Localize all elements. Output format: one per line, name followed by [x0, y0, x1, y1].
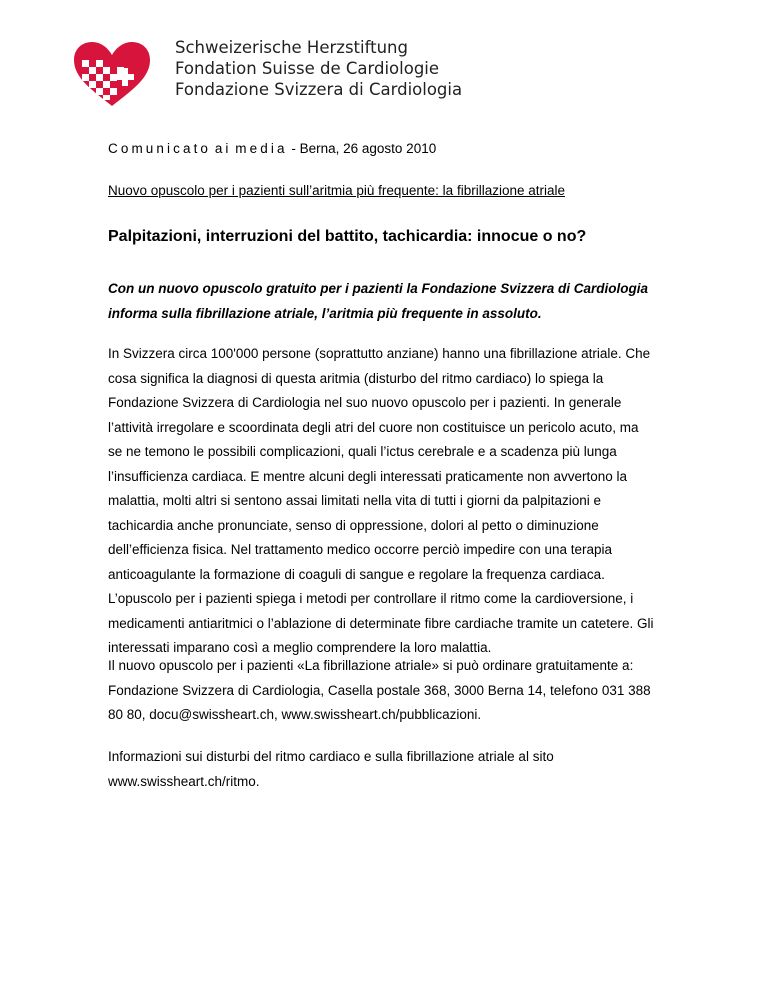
body-paragraph-3 [108, 745, 693, 794]
text-line: Il nuovo opuscolo per i pazienti «La fibrillazione atriale» si può ordinare gratuitamente a: [108, 658, 634, 673]
press-release-label-word: ai [214, 141, 232, 156]
text-line: l’insufficienza cardiaca. E mentre alcuni degli interessati praticamente non avvertono la [108, 468, 628, 484]
subject-line: Nuovo opuscolo per i pazienti sull’aritmia più frequente: la fibrillazione atriale [108, 183, 565, 198]
text-line: interessati imparano così a meglio comprendere la loro malattia. [108, 640, 492, 655]
press-release-dateline [108, 141, 436, 156]
text-line: L’opuscolo per i pazienti spiega i metodi per controllare il ritmo come la cardioversione, i [108, 591, 634, 606]
place-date: Berna, 26 agosto 2010 [299, 141, 437, 156]
text-line: anticoagulante la formazione di coaguli di sangue e regolare la frequenza cardiaca. [108, 566, 605, 582]
press-release-label-word: Comunicato [108, 141, 212, 156]
text-line: cosa significa la diagnosi di questa aritmia (disturbo del ritmo cardiaco) lo spiega la [108, 370, 604, 386]
text-line: l’attività irregolare e scoordinata degli atri del cuore non costituisce un pericolo acuto, ma [108, 419, 639, 435]
text-line: se ne temono le possibili complicazioni, quali l’ictus cerebrale e a scadenza più lunga [108, 444, 617, 459]
text-line: dell’efficienza fisica. Nel trattamento medico occorre perciò impedire con una terapia [108, 542, 613, 557]
lead-line: informa sulla fibrillazione atriale, l’aritmia più frequente in assoluto. [108, 305, 542, 321]
text-line: malattia, molti altri si sentono assai limitati nella vita di tutti i giorni da palpitazioni e [108, 493, 601, 508]
body-paragraph-1 [108, 342, 693, 661]
lead-line: Con un nuovo opuscolo gratuito per i pazienti la Fondazione Svizzera di Cardiologia [108, 281, 649, 296]
organization-names [175, 37, 462, 100]
text-line: tachicardia anche pronunciate, senso di oppressione, dolori al petto o diminuzione [108, 517, 599, 533]
text-line: 80 80, docu@swissheart.ch, www.swissheart.ch/pubblicazioni. [108, 707, 482, 722]
org-name-fr: Fondation Suisse de Cardiologie [175, 59, 440, 78]
dateline-separator: - [291, 141, 296, 156]
lead-paragraph [108, 277, 688, 326]
press-release-label-word: media [235, 141, 288, 156]
headline: Palpitazioni, interruzioni del battito, tachicardia: innocue o no? [108, 228, 587, 245]
text-line: Informazioni sui disturbi del ritmo cardiaco e sulla fibrillazione atriale al sito [108, 749, 554, 764]
text-line: Fondazione Svizzera di Cardiologia nel suo nuovo opuscolo per i pazienti. In generale [108, 395, 622, 410]
heart-cross-logo-icon [72, 40, 152, 108]
org-name-de: Schweizerische Herzstiftung [175, 38, 408, 57]
text-line: In Svizzera circa 100'000 persone (soprattutto anziane) hanno una fibrillazione atriale. Che [108, 346, 651, 361]
org-name-it: Fondazione Svizzera di Cardiologia [175, 80, 463, 99]
text-line: Fondazione Svizzera di Cardiologia, Casella postale 368, 3000 Berna 14, telefono 031 388 [108, 682, 651, 698]
text-line: medicamenti antiaritmici o l’ablazione di determinate fibre cardiache tramite un catetere. Gli [108, 615, 654, 631]
body-paragraph-2 [108, 654, 693, 728]
text-line: www.swissheart.ch/ritmo. [108, 773, 260, 789]
